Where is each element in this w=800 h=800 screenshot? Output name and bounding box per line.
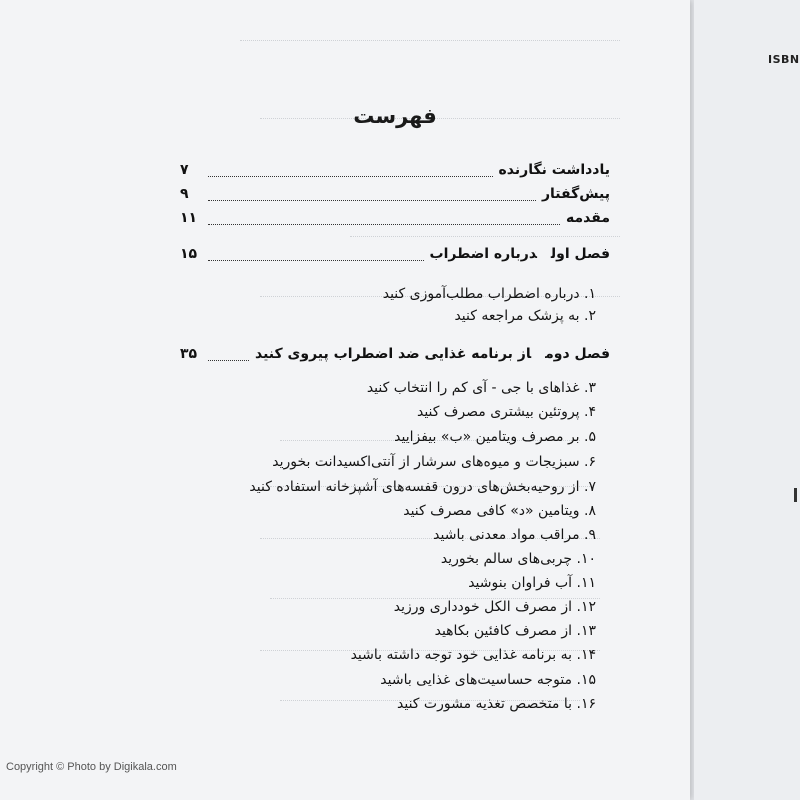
- entry-label: [255, 346, 610, 362]
- page-edge-mark: [794, 488, 797, 502]
- copyright-watermark: Copyright © Photo by Digikala.com: [6, 761, 177, 773]
- toc-item: ۱۲. از مصرف الکل خودداری ورزید: [393, 599, 596, 615]
- entry-label: مقدمه: [566, 210, 610, 226]
- dot-leader: [208, 164, 493, 177]
- chapter-title: از برنامه غذایی ضد اضطراب پیروی کنید: [255, 346, 532, 362]
- toc-entry-preface: [180, 182, 610, 206]
- toc-item: ۴. پروتئین بیشتری مصرف کنید: [416, 404, 596, 420]
- entry-page-number: ۳۵: [180, 346, 198, 362]
- chapter-title: درباره اضطراب: [429, 246, 537, 262]
- chapter-number: فصل اول: [550, 246, 610, 262]
- toc-item: ۱۰. چربی‌های سالم بخورید: [440, 551, 596, 567]
- entry-page-number: ۱۱: [180, 210, 198, 226]
- toc-item: ۳. غذاهای با جی - آی کم را انتخاب کنید: [366, 380, 596, 396]
- dot-leader: [208, 188, 536, 201]
- chapter-number: فصل دوم: [545, 346, 610, 362]
- entry-page-number: ۹: [180, 186, 189, 202]
- toc-item: ۱۱. آب فراوان بنوشید: [468, 575, 596, 591]
- dot-leader: [208, 212, 560, 225]
- table-of-contents: [180, 0, 610, 740]
- entry-label: [430, 246, 611, 262]
- toc-item: ۵. بر مصرف ویتامین «ب» بیفزایید: [394, 429, 596, 445]
- isbn-label: ISBN: [768, 53, 800, 66]
- toc-item: ۸. ویتامین «د» کافی مصرف کنید: [403, 503, 596, 519]
- toc-item: ۲. به پزشک مراجعه کنید: [454, 308, 596, 324]
- toc-entry-author-note: [180, 158, 610, 182]
- toc-entry-introduction: [180, 206, 610, 230]
- toc-item: ۱۶. با متخصص تغذیه مشورت کنید: [397, 696, 596, 712]
- toc-title: فهرست: [353, 104, 437, 128]
- entry-page-number: ۱۵: [180, 246, 198, 262]
- toc-item: ۱۳. از مصرف کافئین بکاهید: [434, 623, 596, 639]
- toc-entry-chapter-2: [180, 342, 610, 366]
- toc-item: ۶. سبزیجات و میوه‌های سرشار از آنتی‌اکسیدانت بخورید: [272, 454, 596, 470]
- toc-item: ۱. درباره اضطراب مطلب‌آموزی کنید: [382, 286, 596, 302]
- adjacent-page: [694, 0, 800, 800]
- entry-label: پیش‌گفتار: [541, 186, 610, 202]
- entry-label: یادداشت نگارنده: [498, 162, 610, 178]
- toc-item: ۷. از روحیه‌بخش‌های درون قفسه‌های آشپزخانه استفاده کنید: [249, 479, 596, 495]
- toc-item: ۱۴. به برنامه غذایی خود توجه داشته باشید: [350, 647, 596, 663]
- dot-leader: [208, 248, 424, 261]
- dot-leader: [208, 348, 249, 361]
- toc-item: ۹. مراقب مواد معدنی باشید: [433, 527, 596, 543]
- entry-page-number: ۷: [180, 162, 189, 178]
- toc-item: ۱۵. متوجه حساسیت‌های غذایی باشید: [380, 672, 596, 688]
- toc-entry-chapter-1: [180, 242, 610, 266]
